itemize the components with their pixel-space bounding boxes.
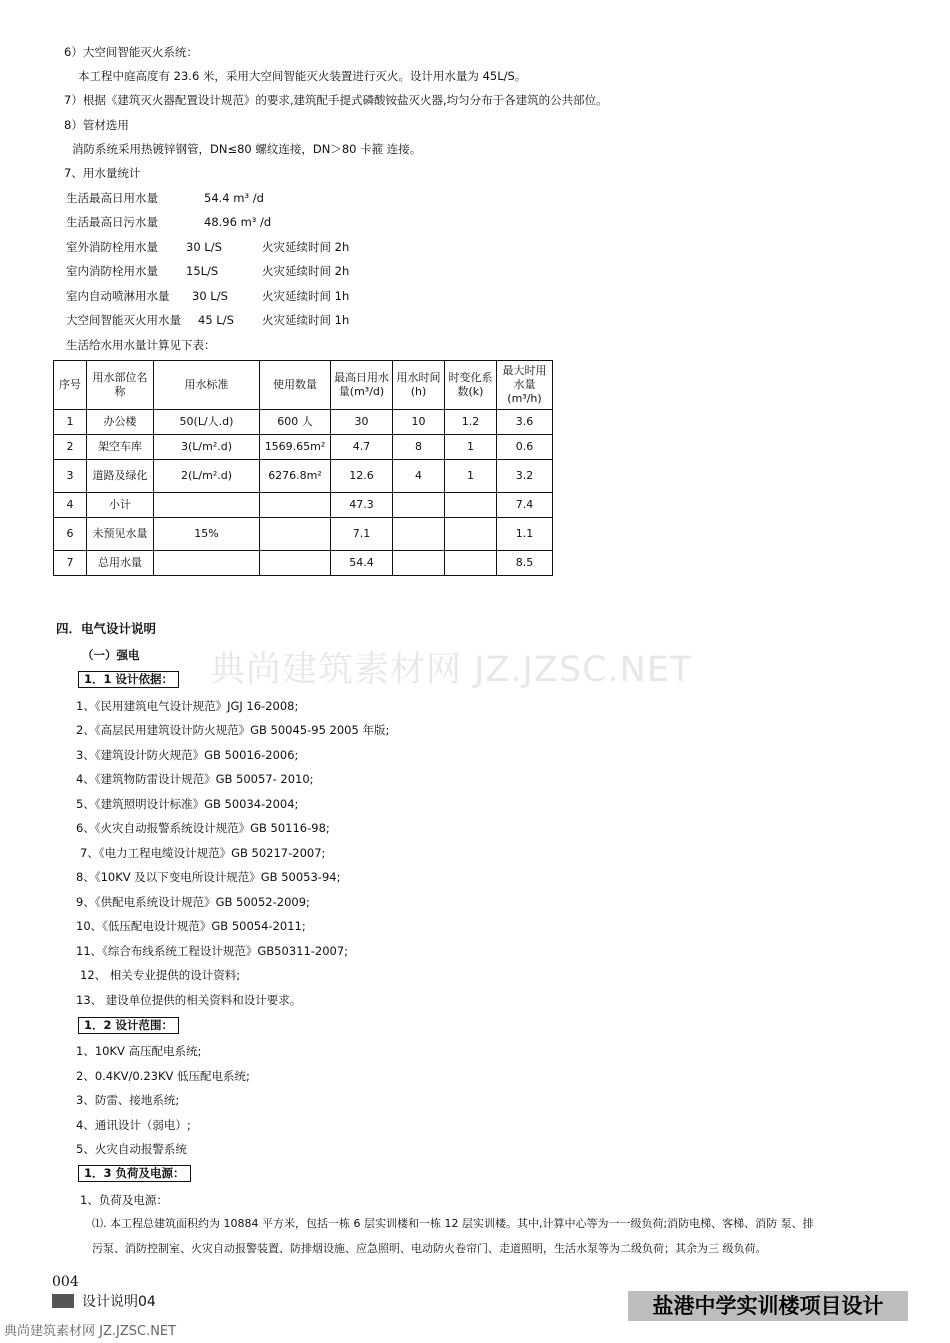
header-cell: 最高日用水量(m³/d): [331, 361, 393, 410]
table-cell: [393, 551, 445, 576]
basis-heading: 1．1 设计依据：: [78, 671, 179, 688]
header-cell: 最大时用水量(m³/h): [497, 361, 553, 410]
table-cell: [445, 518, 497, 551]
table-row: [54, 493, 553, 518]
table-row: [54, 518, 553, 551]
table-cell: [393, 493, 445, 518]
scope-item: 2、0.4KV/0.23KV 低压配电系统;: [76, 1069, 250, 1083]
table-cell: 1.1: [497, 518, 553, 551]
site-watermark: 典尚建筑素材网 JZ.JZSC.NET: [4, 1324, 177, 1339]
table-cell: [445, 493, 497, 518]
basis-item: 3、《建筑设计防火规范》GB 50016-2006;: [76, 748, 299, 762]
stat-value: 30 L/S: [186, 240, 222, 254]
basis-item: 2、《高层民用建筑设计防火规范》GB 50045-95 2005 年版;: [76, 723, 390, 737]
table-intro: 生活给水用水量计算见下表：: [66, 338, 216, 352]
table-cell: 架空车库: [87, 435, 154, 460]
stat-duration: 火灾延续时间 1h: [262, 313, 350, 327]
watermark: 典尚建筑素材网 JZ.JZSC.NET: [210, 650, 693, 690]
stat-label: 室外消防栓用水量: [66, 240, 158, 254]
table-cell: 3.6: [497, 410, 553, 435]
basis-item: 1、《民用建筑电气设计规范》JGJ 16-2008;: [76, 699, 299, 713]
table-cell: 10: [393, 410, 445, 435]
load-heading: 1．3 负荷及电源：: [78, 1165, 191, 1182]
basis-item: 11、《综合布线系统工程设计规范》GB50311-2007;: [76, 944, 349, 958]
table-cell: 道路及绿化: [87, 460, 154, 493]
table-cell: 6276.8m²: [260, 460, 331, 493]
stat-label: 大空间智能灭火用水量: [66, 313, 181, 327]
load-subheading: 1、负荷及电源：: [80, 1193, 168, 1207]
load-paragraph-line1: ⑴. 本工程总建筑面积约为 10884 平方米，包括一栋 6 层实训楼和一栋 12 层实训楼。其中,计算中心等为一一级负荷;消防电梯、客梯、消防 泵、排: [92, 1217, 814, 1230]
basis-item: 7、《电力工程电缆设计规范》GB 50217-2007;: [80, 846, 326, 860]
stat-label: 室内自动喷淋用水量: [66, 289, 170, 303]
stat-duration: 火灾延续时间 1h: [262, 289, 350, 303]
stat-label: 生活最高日用水量: [66, 191, 158, 205]
stat-value: 48.96 m³ /d: [204, 215, 272, 229]
section8-text: 消防系统采用热镀锌钢管，DN≤80 螺纹连接，DN＞80 卡箍 连接。: [72, 142, 422, 156]
table-header-row: [54, 361, 553, 410]
electrical-subtitle: （一）强电: [82, 648, 140, 662]
table-cell: 1569.65m²: [260, 435, 331, 460]
table-cell: 3: [54, 460, 87, 493]
table-cell: 1: [445, 460, 497, 493]
table-cell: [154, 551, 260, 576]
table-cell: 30: [331, 410, 393, 435]
stat-value: 54.4 m³ /d: [204, 191, 264, 205]
footer-bar-marker: [52, 1294, 74, 1308]
table-cell: [393, 518, 445, 551]
basis-item: 10、《低压配电设计规范》GB 50054-2011;: [76, 919, 306, 933]
table-cell: 600 人: [260, 410, 331, 435]
stat-label: 室内消防栓用水量: [66, 264, 158, 278]
table-cell: 小计: [87, 493, 154, 518]
scope-item: 5、火灾自动报警系统: [76, 1142, 187, 1156]
scope-item: 4、通讯设计（弱电）;: [76, 1118, 191, 1132]
table-row: [54, 435, 553, 460]
table-cell: [154, 493, 260, 518]
stat-value: 30 L/S: [192, 289, 228, 303]
table-cell: 7.1: [331, 518, 393, 551]
scope-heading: 1．2 设计范围：: [78, 1017, 179, 1034]
scope-item: 3、防雷、接地系统;: [76, 1093, 180, 1107]
table-cell: 1.2: [445, 410, 497, 435]
table-row: [54, 460, 553, 493]
table-cell: [260, 518, 331, 551]
footer-label: 设计说明04: [82, 1294, 156, 1310]
stat-value: 15L/S: [186, 264, 219, 278]
electrical-title: 四．电气设计说明: [56, 621, 157, 636]
header-cell: 用水标准: [154, 361, 260, 410]
header-cell: 序号: [54, 361, 87, 410]
table-cell: [445, 551, 497, 576]
table-cell: 总用水量: [87, 551, 154, 576]
water-stats-heading: 7、用水量统计: [64, 166, 141, 180]
table-cell: 未预见水量: [87, 518, 154, 551]
basis-item: 13、 建设单位提供的相关资料和设计要求。: [76, 993, 302, 1007]
table-cell: 3(L/m².d): [154, 435, 260, 460]
header-cell: 时变化系数(k): [445, 361, 497, 410]
table-cell: 54.4: [331, 551, 393, 576]
table-cell: 4: [393, 460, 445, 493]
table-cell: 0.6: [497, 435, 553, 460]
water-usage-table: [53, 360, 553, 576]
scope-item: 1、10KV 高压配电系统;: [76, 1044, 202, 1058]
basis-item: 8、《10KV 及以下变电所设计规范》GB 50053-94;: [76, 870, 341, 884]
table-cell: 1: [445, 435, 497, 460]
basis-item: 9、《供配电系统设计规范》GB 50052-2009;: [76, 895, 310, 909]
header-cell: 用水时间(h): [393, 361, 445, 410]
page-number: 004: [52, 1274, 79, 1290]
stat-duration: 火灾延续时间 2h: [262, 240, 350, 254]
table-cell: 8.5: [497, 551, 553, 576]
section8-heading: 8）管材选用: [64, 118, 129, 132]
basis-item: 12、 相关专业提供的设计资料;: [80, 968, 241, 982]
table-cell: 2(L/m².d): [154, 460, 260, 493]
table-cell: 6: [54, 518, 87, 551]
table-cell: 7: [54, 551, 87, 576]
table-cell: 1: [54, 410, 87, 435]
table-cell: 4.7: [331, 435, 393, 460]
table-cell: 12.6: [331, 460, 393, 493]
table-row: [54, 551, 553, 576]
table-cell: 2: [54, 435, 87, 460]
stat-value: 45 L/S: [198, 313, 234, 327]
table-cell: 15%: [154, 518, 260, 551]
table-cell: [260, 551, 331, 576]
table-cell: 3.2: [497, 460, 553, 493]
header-cell: 使用数量: [260, 361, 331, 410]
table-cell: 7.4: [497, 493, 553, 518]
basis-item: 6、《火灾自动报警系统设计规范》GB 50116-98;: [76, 821, 330, 835]
stat-duration: 火灾延续时间 2h: [262, 264, 350, 278]
table-cell: [260, 493, 331, 518]
section6-text: 本工程中庭高度有 23.6 米，采用大空间智能灭火装置进行灭火。设计用水量为 45L/S。: [78, 69, 527, 83]
table-cell: 办公楼: [87, 410, 154, 435]
table-cell: 50(L/人.d): [154, 410, 260, 435]
table-cell: 47.3: [331, 493, 393, 518]
project-title: 盐港中学实训楼项目设计: [628, 1291, 908, 1321]
basis-item: 4、《建筑物防雷设计规范》GB 50057- 2010;: [76, 772, 314, 786]
header-cell: 用水部位名称: [87, 361, 154, 410]
basis-item: 5、《建筑照明设计标准》GB 50034-2004;: [76, 797, 299, 811]
section6-heading: 6）大空间智能灭火系统：: [64, 45, 198, 59]
load-paragraph-line2: 污泵、消防控制室、火灾自动报警装置、防排烟设施、应急照明、电动防火卷帘门、走道照明，生活水泵等为二级负荷；其余为三 级负荷。: [92, 1242, 767, 1255]
table-cell: 8: [393, 435, 445, 460]
table-cell: 4: [54, 493, 87, 518]
section7-extinguisher-text: 7）根据《建筑灭火器配置设计规范》的要求,建筑配手提式磷酸铵盐灭火器,均匀分布于各建筑的公共部位。: [64, 93, 608, 107]
stat-label: 生活最高日污水量: [66, 215, 158, 229]
table-row: [54, 410, 553, 435]
